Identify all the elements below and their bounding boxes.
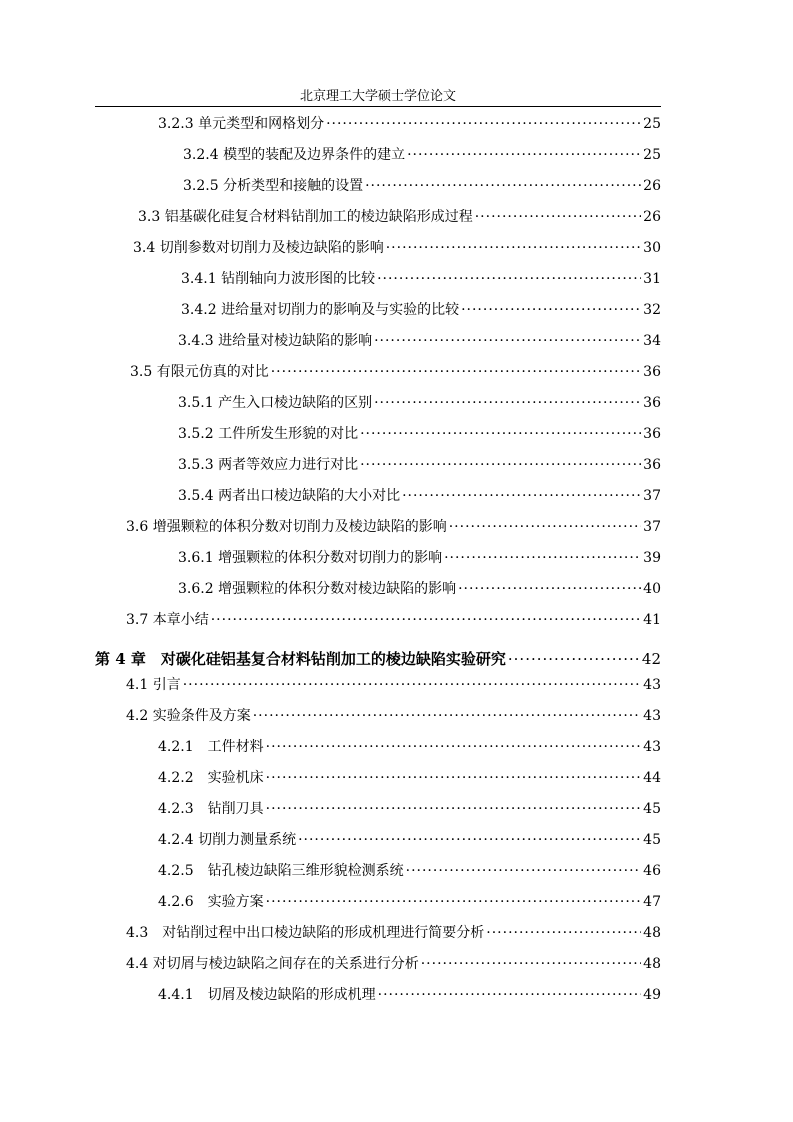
toc-leader-dots: [266, 799, 642, 819]
toc-entry-page: 25: [643, 116, 661, 132]
toc-entry[interactable]: [181, 269, 661, 289]
toc-entry[interactable]: [133, 238, 661, 258]
toc-entry-title: 3.5.4 两者出口棱边缺陷的大小对比: [178, 488, 401, 504]
toc-entry-page: 43: [643, 708, 661, 724]
toc-leader-dots: [266, 737, 642, 757]
toc-entry-page: 30: [643, 240, 661, 256]
toc-entry-title: 4.4 对切屑与棱边缺陷之间存在的关系进行分析: [126, 956, 419, 972]
toc-entry-page: 36: [643, 457, 661, 473]
toc-entry[interactable]: [178, 393, 661, 413]
toc-leader-dots: [378, 985, 642, 1005]
toc-leader-dots: [508, 649, 640, 669]
toc-chapter-entry[interactable]: [95, 649, 661, 669]
toc-entry-title: 3.2.3 单元类型和网格划分: [158, 116, 325, 132]
toc-entry[interactable]: [158, 768, 661, 788]
toc-entry[interactable]: [158, 861, 661, 881]
toc-entry-title: 3.4.3 进给量对棱边缺陷的影响: [178, 333, 373, 349]
toc-leader-dots: [326, 114, 641, 134]
toc-entry-title: 4.2.6 实验方案: [158, 894, 264, 910]
toc-entry-page: 39: [643, 550, 661, 566]
toc-entry-page: 37: [643, 488, 661, 504]
toc-entry-page: 40: [643, 581, 661, 597]
toc-entry[interactable]: [183, 145, 661, 165]
toc-entry-page: 41: [643, 612, 661, 628]
toc-leader-dots: [402, 486, 641, 506]
toc-leader-dots: [253, 706, 641, 726]
toc-leader-dots: [266, 768, 642, 788]
toc-entry[interactable]: [158, 737, 661, 757]
toc-entry-title: 4.1 引言: [126, 677, 181, 693]
toc-entry[interactable]: [181, 300, 661, 320]
toc-entry[interactable]: [158, 114, 661, 134]
toc-leader-dots: [407, 145, 641, 165]
toc-entry-page: 46: [643, 863, 661, 879]
toc-entry-title: 第 4 章 对碳化硅铝基复合材料钻削加工的棱边缺陷实验研究: [95, 650, 506, 668]
toc-entry[interactable]: [178, 424, 661, 444]
toc-entry-page: 43: [643, 739, 661, 755]
toc-leader-dots: [475, 207, 641, 227]
toc-entry-page: 45: [643, 832, 661, 848]
toc-leader-dots: [183, 675, 641, 695]
toc-entry-title: 3.5.1 产生入口棱边缺陷的区别: [178, 395, 373, 411]
toc-leader-dots: [461, 300, 641, 320]
toc-entry-page: 34: [643, 333, 661, 349]
toc-leader-dots: [421, 954, 641, 974]
toc-entry-title: 3.2.5 分析类型和接触的设置: [183, 178, 364, 194]
toc-entry-page: 26: [643, 178, 661, 194]
toc-entry-page: 47: [643, 894, 661, 910]
toc-entry[interactable]: [126, 517, 661, 537]
toc-leader-dots: [360, 455, 641, 475]
toc-leader-dots: [449, 517, 641, 537]
toc-entry-title: 3.7 本章小结: [126, 612, 209, 628]
toc-entry-page: 48: [643, 956, 661, 972]
toc-leader-dots: [374, 331, 641, 351]
toc-entry[interactable]: [126, 923, 661, 943]
toc-entry-page: 36: [643, 364, 661, 380]
toc-entry-title: 3.5.3 两者等效应力进行对比: [178, 457, 359, 473]
toc-entry-title: 4.2 实验条件及方案: [126, 708, 251, 724]
toc-entry-page: 44: [643, 770, 661, 786]
toc-entry-title: 3.4.1 钻削轴向力波形图的比较: [181, 271, 376, 287]
toc-entry-title: 4.3 对钻削过程中出口棱边缺陷的形成机理进行简要分析: [126, 925, 485, 941]
toc-entry-title: 4.4.1 切屑及棱边缺陷的形成机理: [158, 987, 376, 1003]
toc-leader-dots: [444, 548, 641, 568]
toc-entry-page: 25: [643, 147, 661, 163]
toc-entry[interactable]: [126, 954, 661, 974]
toc-leader-dots: [486, 923, 641, 943]
toc-entry[interactable]: [158, 799, 661, 819]
toc-entry-title: 4.2.4 切削力测量系统: [158, 832, 297, 848]
toc-entry-page: 48: [643, 925, 661, 941]
toc-entry-page: 37: [643, 519, 661, 535]
toc-entry-title: 4.2.1 工件材料: [158, 739, 264, 755]
toc-entry[interactable]: [183, 176, 661, 196]
toc-leader-dots: [271, 362, 641, 382]
toc-entry[interactable]: [126, 706, 661, 726]
toc-entry[interactable]: [178, 331, 661, 351]
toc-leader-dots: [386, 238, 641, 258]
toc-entry-title: 3.5.2 工件所发生形貌的对比: [178, 426, 359, 442]
toc-leader-dots: [377, 269, 641, 289]
toc-entry[interactable]: [178, 579, 661, 599]
toc-entry-title: 3.5 有限元仿真的对比: [130, 364, 269, 380]
toc-entry-title: 3.2.4 模型的装配及边界条件的建立: [183, 147, 406, 163]
toc-entry-title: 3.4 切削参数对切削力及棱边缺陷的影响: [133, 240, 384, 256]
toc-entry[interactable]: [158, 892, 661, 912]
toc-leader-dots: [360, 424, 641, 444]
toc-entry-title: 4.2.2 实验机床: [158, 770, 264, 786]
toc-entry[interactable]: [126, 610, 661, 630]
toc-leader-dots: [406, 861, 642, 881]
toc-entry-page: 45: [643, 801, 661, 817]
toc-leader-dots: [298, 830, 641, 850]
toc-entry-page: 42: [641, 650, 661, 668]
toc-entry-title: 4.2.3 钻削刀具: [158, 801, 264, 817]
toc-leader-dots: [266, 892, 642, 912]
toc-entry[interactable]: [138, 207, 661, 227]
toc-entry[interactable]: [158, 830, 661, 850]
toc-entry[interactable]: [130, 362, 661, 382]
toc-leader-dots: [374, 393, 641, 413]
toc-entry[interactable]: [126, 675, 661, 695]
running-header: 北京理工大学硕士学位论文: [299, 89, 456, 104]
toc-entry-page: 31: [643, 271, 661, 287]
toc-entry-title: 4.2.5 钻孔棱边缺陷三维形貌检测系统: [158, 863, 404, 879]
toc-entry-page: 36: [643, 395, 661, 411]
toc-entry-title: 3.6.2 增强颗粒的体积分数对棱边缺陷的影响: [178, 581, 457, 597]
toc-entry-page: 26: [643, 209, 661, 225]
toc-entry-title: 3.6 增强颗粒的体积分数对切削力及棱边缺陷的影响: [126, 519, 447, 535]
toc-entry-page: 32: [643, 302, 661, 318]
toc-entry[interactable]: [178, 455, 661, 475]
toc-leader-dots: [458, 579, 641, 599]
toc-entry-title: 3.3 铝基碳化硅复合材料钻削加工的棱边缺陷形成过程: [138, 209, 473, 225]
toc-entry[interactable]: [158, 985, 661, 1005]
toc-entry-page: 43: [643, 677, 661, 693]
toc-entry-page: 36: [643, 426, 661, 442]
toc-entry-title: 3.4.2 进给量对切削力的影响及与实验的比较: [181, 302, 460, 318]
toc-leader-dots: [365, 176, 641, 196]
toc-entry[interactable]: [178, 548, 661, 568]
toc-leader-dots: [211, 610, 641, 630]
toc-entry[interactable]: [178, 486, 661, 506]
toc-entry-title: 3.6.1 增强颗粒的体积分数对切削力的影响: [178, 550, 443, 566]
toc-entry-page: 49: [643, 987, 661, 1003]
